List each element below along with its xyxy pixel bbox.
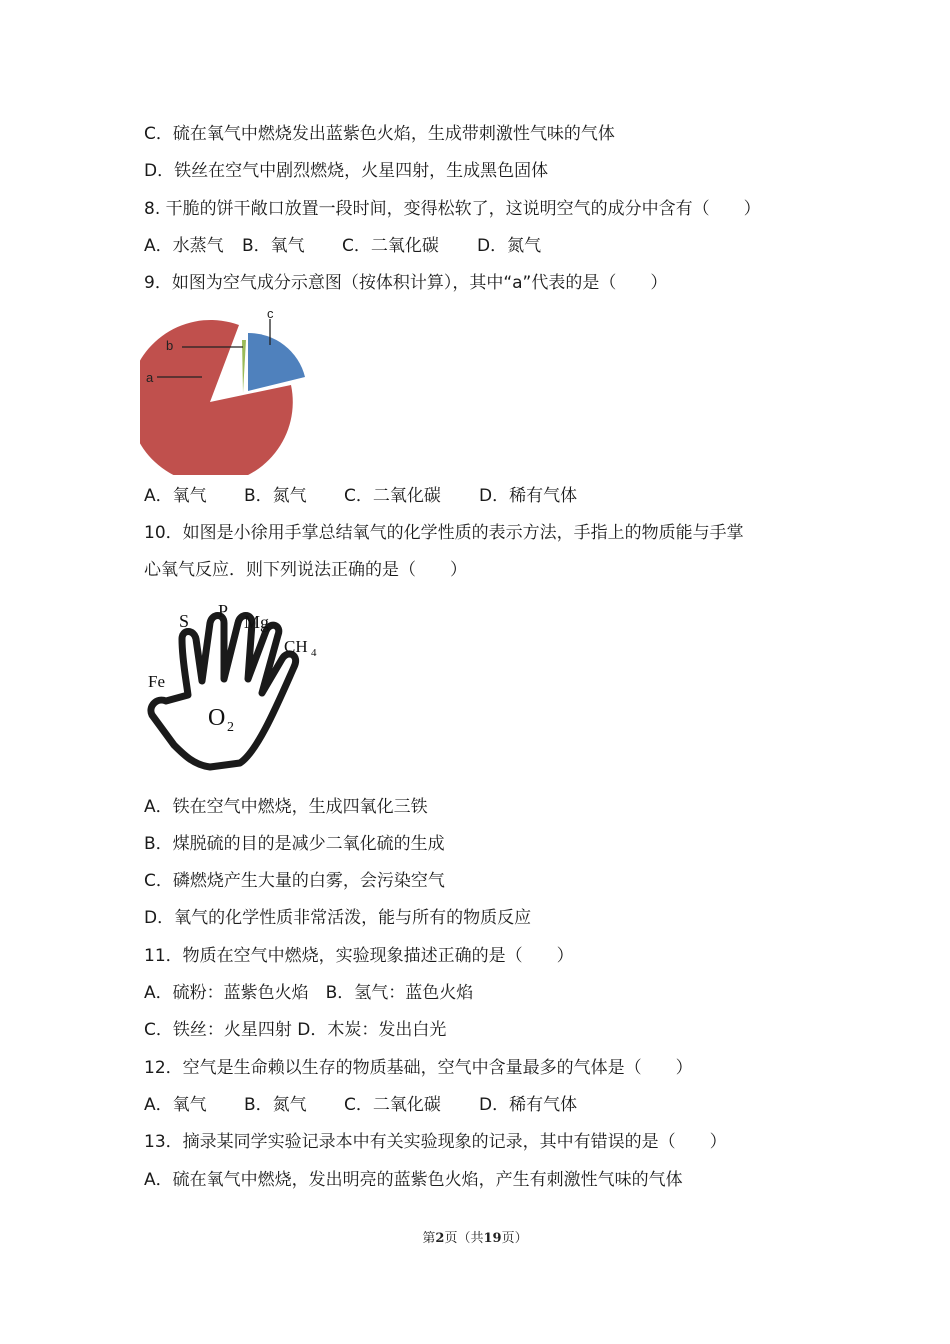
question-10-option-c: C．磷燃烧产生大量的白雾，会污染空气 xyxy=(144,871,445,891)
option-c-line: C．硫在氧气中燃烧发出蓝紫色火焰，生成带刺激性气味的气体 xyxy=(144,124,615,144)
footer-suffix: 页） xyxy=(501,1231,528,1246)
option: D．稀有气体 xyxy=(479,486,578,506)
page-footer xyxy=(0,1227,950,1246)
hand-label-fe: Fe xyxy=(148,672,165,691)
question-13-option-a: A．硫在氧气中燃烧，发出明亮的蓝紫色火焰，产生有刺激性气味的气体 xyxy=(144,1170,683,1190)
option: D．氮气 xyxy=(477,236,542,256)
hand-label-ch: CH xyxy=(284,637,308,656)
question-12: 12．空气是生命赖以生存的物质基础，空气中含量最多的气体是（ ） xyxy=(144,1058,693,1078)
air-composition-pie-figure xyxy=(140,305,315,475)
question-11: 11．物质在空气中燃烧，实验现象描述正确的是（ ） xyxy=(144,946,574,966)
option: A．水蒸气 xyxy=(144,236,224,256)
footer-prefix: 第 xyxy=(422,1231,436,1246)
question-9: 9．如图为空气成分示意图（按体积计算），其中“a”代表的是（ ） xyxy=(144,273,668,293)
question-12-options xyxy=(144,1094,577,1116)
hand-label-o-subscript: 2 xyxy=(227,720,234,735)
question-10-option-d: D．氧气的化学性质非常活泼，能与所有的物质反应 xyxy=(144,908,532,928)
pie-slice-c xyxy=(248,333,305,391)
pie-label-c: c xyxy=(267,306,274,321)
current-page-number: 2 xyxy=(435,1231,445,1246)
option: C．二氧化碳 xyxy=(342,236,439,256)
question-8: 8. 干脆的饼干敞口放置一段时间，变得松软了，这说明空气的成分中含有（ ） xyxy=(144,199,761,219)
pie-label-b: b xyxy=(166,338,174,353)
hand-label-s: S xyxy=(179,611,190,631)
question-10-option-a: A．铁在空气中燃烧，生成四氧化三铁 xyxy=(144,797,428,817)
hand-label-p: P xyxy=(218,601,229,621)
question-10-option-b: B．煤脱硫的目的是减少二氧化硫的生成 xyxy=(144,834,445,854)
total-pages-number: 19 xyxy=(483,1231,502,1246)
question-11-options-cd: C．铁丝：火星四射 D．木炭：发出白光 xyxy=(144,1020,447,1040)
question-10-line-2: 心氧气反应．则下列说法正确的是（ ） xyxy=(144,560,467,580)
hand-label-mg: Mg xyxy=(244,612,270,632)
pie-label-a: a xyxy=(146,370,154,385)
option: A．氧气 xyxy=(144,1095,207,1115)
option: A．氧气 xyxy=(144,486,207,506)
question-11-options-ab: A．硫粉：蓝紫色火焰 B．氢气：蓝色火焰 xyxy=(144,983,474,1003)
hand-label-o: O xyxy=(208,705,226,731)
oxygen-hand-figure xyxy=(144,597,334,779)
question-9-options xyxy=(144,485,577,507)
hand-label-ch-subscript: 4 xyxy=(311,647,317,659)
hand-outline xyxy=(151,616,296,768)
option: B．氮气 xyxy=(244,486,307,506)
option: D．稀有气体 xyxy=(479,1095,578,1115)
option: B．氮气 xyxy=(244,1095,307,1115)
pie-slice-b xyxy=(242,340,246,393)
question-10-line-1: 10．如图是小徐用手掌总结氧气的化学性质的表示方法，手指上的物质能与手掌 xyxy=(144,523,744,543)
question-8-options xyxy=(144,235,541,257)
option: C．二氧化碳 xyxy=(344,486,441,506)
option-d-line: D．铁丝在空气中剧烈燃烧，火星四射，生成黑色固体 xyxy=(144,161,549,181)
option: C．二氧化碳 xyxy=(344,1095,441,1115)
footer-middle: 页（共 xyxy=(444,1231,484,1246)
question-13: 13．摘录某同学实验记录本中有关实验现象的记录，其中有错误的是（ ） xyxy=(144,1132,727,1152)
option: B．氧气 xyxy=(242,236,305,256)
